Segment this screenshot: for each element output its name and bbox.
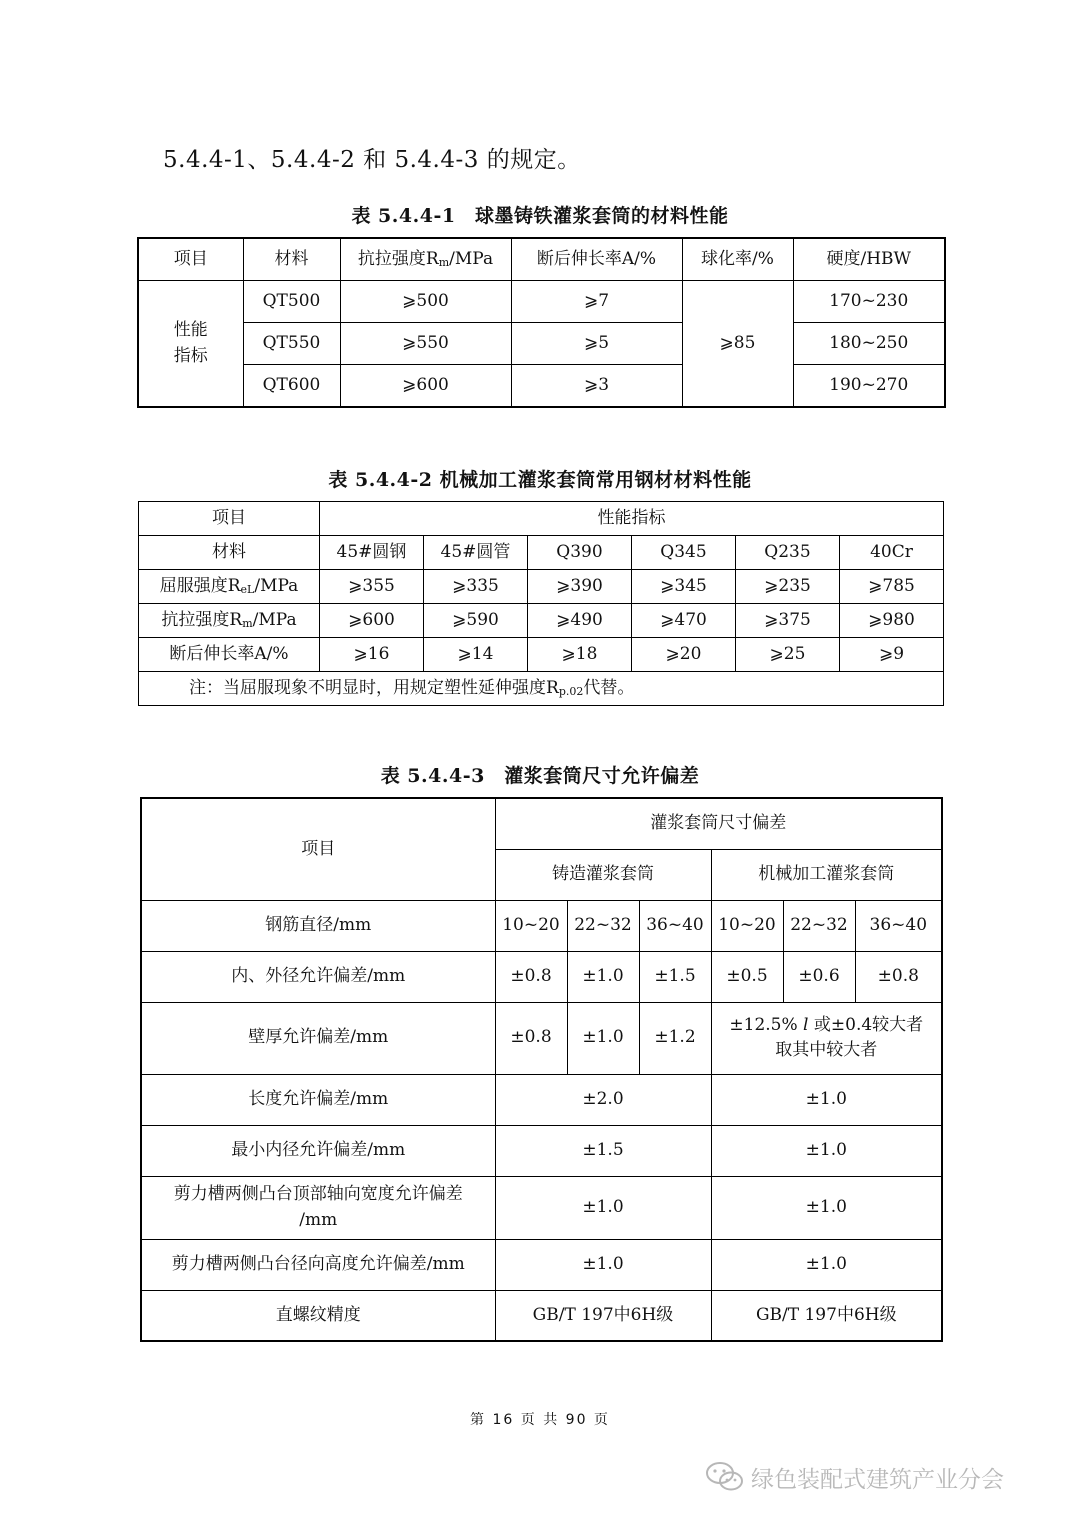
cell-shear-radial-machined: ±1.0 bbox=[711, 1239, 942, 1290]
cell-elongation: ⩾20 bbox=[632, 638, 736, 672]
cell-wall-tolerance: ±1.2 bbox=[639, 1002, 711, 1074]
cell-thread-cast: GB/T 197中6H级 bbox=[495, 1290, 711, 1341]
cell-hardness: 180~250 bbox=[793, 323, 945, 365]
intro-text: 5.4.4-1、5.4.4-2 和 5.4.4-3 的规定。 bbox=[163, 147, 581, 173]
cell-tensile: ⩾500 bbox=[340, 281, 511, 323]
cell-rebar-range: 10~20 bbox=[711, 900, 783, 951]
cell-material: QT500 bbox=[243, 281, 340, 323]
table2-caption: 表 5.4.4-2 机械加工灌浆套筒常用钢材材料性能 bbox=[328, 469, 752, 491]
watermark-text: 绿色装配式建筑产业分会 bbox=[751, 1466, 1004, 1493]
table-header-row bbox=[138, 238, 945, 281]
cell-material: 40Cr bbox=[840, 536, 944, 570]
table-row bbox=[141, 1239, 942, 1290]
header-performance: 性能指标 bbox=[320, 502, 944, 536]
table-row bbox=[139, 536, 944, 570]
row-label-yield: 屈服强度$R_{eL}$/MPa bbox=[139, 570, 320, 604]
cell-material: QT550 bbox=[243, 323, 340, 365]
cell-elongation: ⩾5 bbox=[511, 323, 682, 365]
cell-yield: ⩾345 bbox=[632, 570, 736, 604]
row-label-tensile: 抗拉强度$R_m$/MPa bbox=[139, 604, 320, 638]
header-deviation: 灌浆套筒尺寸偏差 bbox=[495, 798, 942, 849]
cell-thread-machined: GB/T 197中6H级 bbox=[711, 1290, 942, 1341]
table-ductile-iron-properties bbox=[137, 237, 946, 408]
cell-elongation: ⩾7 bbox=[511, 281, 682, 323]
header-item: 项目 bbox=[138, 238, 243, 281]
cell-yield: ⩾235 bbox=[736, 570, 840, 604]
cell-material: 45#圆钢 bbox=[320, 536, 424, 570]
row-label-rebar-diameter: 钢筋直径/mm bbox=[141, 900, 495, 951]
table-row bbox=[141, 1176, 942, 1239]
cell-shear-axial-machined: ±1.0 bbox=[711, 1176, 942, 1239]
cell-elongation: ⩾18 bbox=[528, 638, 632, 672]
row-label-material: 材料 bbox=[139, 536, 320, 570]
cell-material: Q345 bbox=[632, 536, 736, 570]
table-row bbox=[141, 1125, 942, 1176]
header-cast-sleeve: 铸造灌浆套筒 bbox=[495, 849, 711, 900]
cell-rebar-range: 36~40 bbox=[639, 900, 711, 951]
cell-wall-tolerance-machined: ±12.5% l 或±0.4较大者 取其中较大者 bbox=[711, 1002, 942, 1074]
cell-wall-tolerance: ±0.8 bbox=[495, 1002, 567, 1074]
cell-rebar-range: 22~32 bbox=[783, 900, 855, 951]
cell-yield: ⩾335 bbox=[424, 570, 528, 604]
cell-tensile: ⩾490 bbox=[528, 604, 632, 638]
table-sleeve-tolerance bbox=[140, 797, 943, 1342]
cell-hardness: 170~230 bbox=[793, 281, 945, 323]
cell-material: 45#圆管 bbox=[424, 536, 528, 570]
header-item: 项目 bbox=[141, 798, 495, 900]
table-note: 注：当屈服现象不明显时，用规定塑性延伸强度$R_{p.02}$代替。 bbox=[139, 672, 944, 706]
cell-elongation: ⩾16 bbox=[320, 638, 424, 672]
header-spheroid: 球化率/% bbox=[682, 238, 793, 281]
cell-diameter-tolerance: ±0.8 bbox=[855, 951, 942, 1002]
row-label-performance: 性能 指标 bbox=[138, 281, 243, 408]
table-header-row bbox=[139, 502, 944, 536]
cell-length-cast: ±2.0 bbox=[495, 1074, 711, 1125]
table-row bbox=[141, 1290, 942, 1341]
row-label-min-inner-diameter: 最小内径允许偏差/mm bbox=[141, 1125, 495, 1176]
header-elongation: 断后伸长率A/% bbox=[511, 238, 682, 281]
row-label-thread-precision: 直螺纹精度 bbox=[141, 1290, 495, 1341]
cell-material: QT600 bbox=[243, 365, 340, 408]
cell-tensile: ⩾470 bbox=[632, 604, 736, 638]
table-row bbox=[141, 951, 942, 1002]
cell-hardness: 190~270 bbox=[793, 365, 945, 408]
cell-diameter-tolerance: ±1.0 bbox=[567, 951, 639, 1002]
header-tensile: 抗拉强度$R_m$/MPa bbox=[340, 238, 511, 281]
table-row bbox=[141, 900, 942, 951]
page-number-footer: 第 16 页 共 90 页 bbox=[470, 1412, 610, 1428]
cell-tensile: ⩾600 bbox=[340, 365, 511, 408]
table-row bbox=[139, 570, 944, 604]
cell-elongation: ⩾25 bbox=[736, 638, 840, 672]
cell-diameter-tolerance: ±0.6 bbox=[783, 951, 855, 1002]
table3-caption: 表 5.4.4-3 灌浆套筒尺寸允许偏差 bbox=[380, 765, 700, 787]
table-row bbox=[141, 1002, 942, 1074]
row-label-shear-axial-width: 剪力槽两侧凸台顶部轴向宽度允许偏差 /mm bbox=[141, 1176, 495, 1239]
cell-length-machined: ±1.0 bbox=[711, 1074, 942, 1125]
cell-rebar-range: 22~32 bbox=[567, 900, 639, 951]
table-steel-properties bbox=[138, 501, 944, 706]
row-label-elongation: 断后伸长率A/% bbox=[139, 638, 320, 672]
header-machined-sleeve: 机械加工灌浆套筒 bbox=[711, 849, 942, 900]
cell-spheroid: ⩾85 bbox=[682, 281, 793, 408]
table-note-row bbox=[139, 672, 944, 706]
cell-elongation: ⩾3 bbox=[511, 365, 682, 408]
cell-shear-axial-cast: ±1.0 bbox=[495, 1176, 711, 1239]
header-material: 材料 bbox=[243, 238, 340, 281]
table-row bbox=[139, 604, 944, 638]
wechat-icon bbox=[705, 1460, 745, 1494]
cell-diameter-tolerance: ±1.5 bbox=[639, 951, 711, 1002]
table-row bbox=[139, 638, 944, 672]
cell-wall-tolerance: ±1.0 bbox=[567, 1002, 639, 1074]
table-row bbox=[138, 365, 945, 408]
cell-material: Q390 bbox=[528, 536, 632, 570]
cell-tensile: ⩾600 bbox=[320, 604, 424, 638]
table-row bbox=[138, 323, 945, 365]
cell-tensile: ⩾375 bbox=[736, 604, 840, 638]
cell-diameter-tolerance: ±0.8 bbox=[495, 951, 567, 1002]
cell-min-inner-machined: ±1.0 bbox=[711, 1125, 942, 1176]
row-label-length-tolerance: 长度允许偏差/mm bbox=[141, 1074, 495, 1125]
table-row bbox=[138, 281, 945, 323]
table-header-row bbox=[141, 798, 942, 849]
cell-tensile: ⩾980 bbox=[840, 604, 944, 638]
table-row bbox=[141, 1074, 942, 1125]
cell-elongation: ⩾9 bbox=[840, 638, 944, 672]
watermark bbox=[705, 1460, 1004, 1494]
cell-rebar-range: 36~40 bbox=[855, 900, 942, 951]
cell-yield: ⩾355 bbox=[320, 570, 424, 604]
table1-caption: 表 5.4.4-1 球墨铸铁灌浆套筒的材料性能 bbox=[351, 205, 729, 227]
header-item: 项目 bbox=[139, 502, 320, 536]
cell-material: Q235 bbox=[736, 536, 840, 570]
cell-yield: ⩾390 bbox=[528, 570, 632, 604]
cell-rebar-range: 10~20 bbox=[495, 900, 567, 951]
cell-shear-radial-cast: ±1.0 bbox=[495, 1239, 711, 1290]
header-hardness: 硬度/HBW bbox=[793, 238, 945, 281]
cell-elongation: ⩾14 bbox=[424, 638, 528, 672]
row-label-shear-radial-height: 剪力槽两侧凸台径向高度允许偏差/mm bbox=[141, 1239, 495, 1290]
cell-tensile: ⩾590 bbox=[424, 604, 528, 638]
cell-yield: ⩾785 bbox=[840, 570, 944, 604]
cell-tensile: ⩾550 bbox=[340, 323, 511, 365]
cell-diameter-tolerance: ±0.5 bbox=[711, 951, 783, 1002]
cell-min-inner-cast: ±1.5 bbox=[495, 1125, 711, 1176]
row-label-wall-tolerance: 壁厚允许偏差/mm bbox=[141, 1002, 495, 1074]
row-label-diameter-tolerance: 内、外径允许偏差/mm bbox=[141, 951, 495, 1002]
